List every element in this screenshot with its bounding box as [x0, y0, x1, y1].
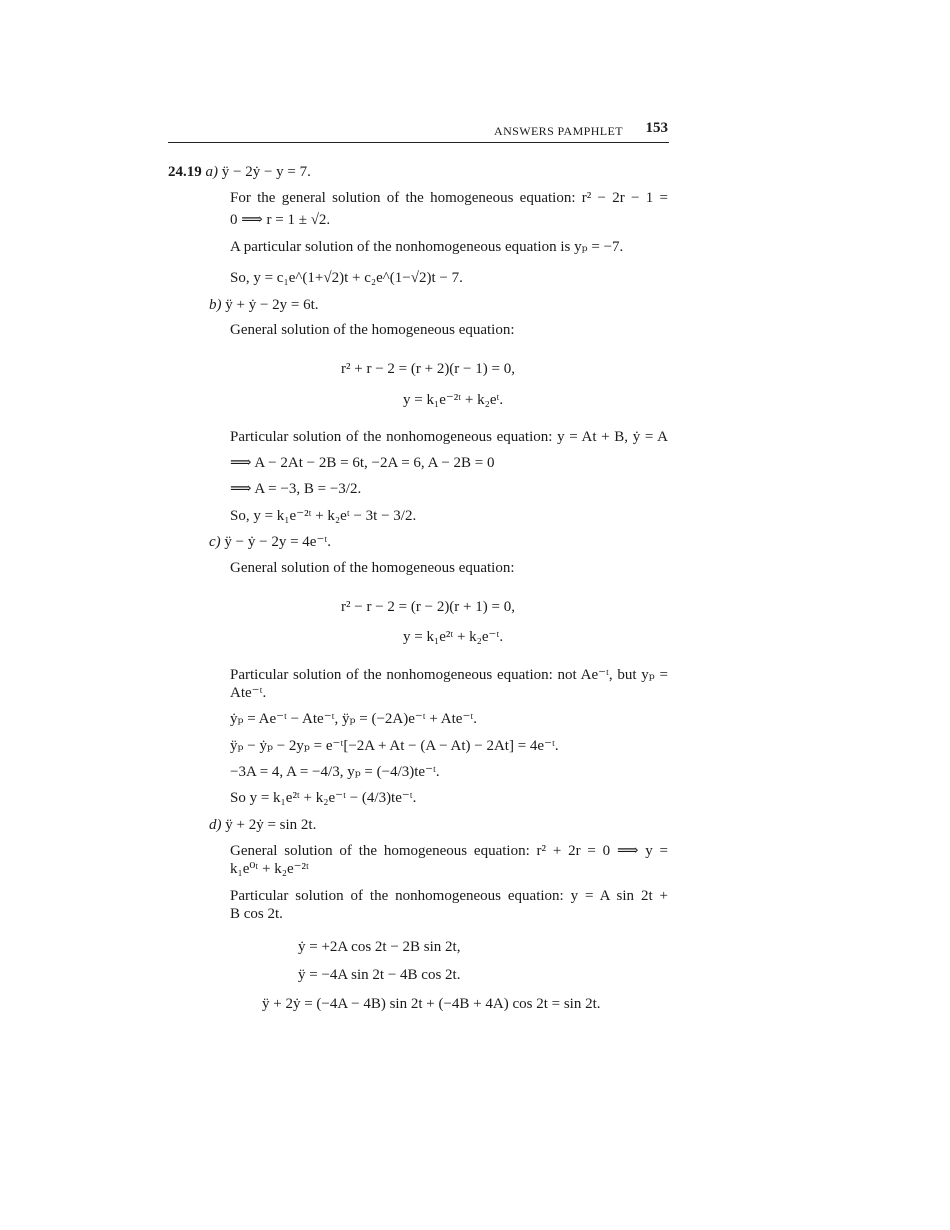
part-a-equation: ÿ − 2ẏ − y = 7. [221, 164, 311, 180]
part-d-particular-line1: Particular solution of the nonhomogeneous equation: y = A sin 2t + [230, 888, 668, 904]
part-b-particular-line1: Particular solution of the nonhomogeneous equation: y = At + B, ẏ = A [230, 429, 668, 445]
running-title: ANSWERS PAMPHLET [494, 124, 623, 138]
part-b-display2: y = k₁e⁻²ᵗ + k₂eᵗ. [403, 392, 504, 408]
part-c-equation: ÿ − ẏ − 2y = 4e⁻ᵗ. [224, 534, 331, 550]
problem-heading [168, 164, 311, 181]
part-b-equation: ÿ + ẏ − 2y = 6t. [225, 297, 319, 313]
part-a-homog-line1: For the general solution of the homogeneous equation: r² − 2r − 1 = [230, 190, 668, 206]
part-b-heading [209, 297, 319, 314]
part-c-display2: y = k₁e²ᵗ + k₂e⁻ᵗ. [403, 629, 504, 645]
part-c-so: So y = k₁e²ᵗ + k₂e⁻ᵗ − (4/3)te⁻ᵗ. [230, 790, 417, 806]
part-d-homog-line1: General solution of the homogeneous equation: r² + 2r = 0 ⟹ y = [230, 843, 668, 859]
part-c-general-heading: General solution of the homogeneous equation: [230, 560, 515, 576]
part-b-general-heading: General solution of the homogeneous equation: [230, 322, 515, 338]
page-number: 153 [645, 120, 668, 136]
part-b-label: b) [209, 297, 222, 313]
part-c-heading [209, 534, 331, 551]
part-d-display1: ẏ = +2A cos 2t − 2B sin 2t, [298, 939, 461, 955]
part-d-equation: ÿ + 2ẏ = sin 2t. [225, 817, 317, 833]
part-d-display2: ÿ = −4A sin 2t − 4B cos 2t. [298, 967, 461, 983]
part-d-particular-line2: B cos 2t. [230, 906, 283, 922]
part-c-deriv-line: ẏₚ = Ae⁻ᵗ − Ate⁻ᵗ, ÿₚ = (−2A)e⁻ᵗ + Ate⁻ᵗ. [230, 711, 478, 727]
part-d-homog-line2: k₁e⁰ᵗ + k₂e⁻²ᵗ [230, 861, 309, 877]
part-c-label: c) [209, 534, 221, 550]
part-b-display1: r² + r − 2 = (r + 2)(r − 1) = 0, [341, 361, 515, 377]
part-d-display3: ÿ + 2ẏ = (−4A − 4B) sin 2t + (−4B + 4A) cos 2t = sin 2t. [262, 996, 601, 1012]
part-c-particular-line2: Ate⁻ᵗ. [230, 685, 267, 701]
part-d-heading [209, 817, 316, 834]
part-b-particular-line2: ⟹ A − 2At − 2B = 6t, −2A = 6, A − 2B = 0 [230, 455, 495, 471]
part-c-coef-line: −3A = 4, A = −4/3, yₚ = (−4/3)te⁻ᵗ. [230, 764, 440, 780]
part-a-label: a) [205, 164, 218, 180]
part-d-label: d) [209, 817, 222, 833]
part-a-so: So, y = c₁e^(1+√2)t + c₂e^(1−√2)t − 7. [230, 270, 463, 286]
part-b-so: So, y = k₁e⁻²ᵗ + k₂eᵗ − 3t − 3/2. [230, 508, 417, 524]
page-header [168, 120, 669, 143]
part-c-particular-line1: Particular solution of the nonhomogeneous equation: not Ae⁻ᵗ, but yₚ = [230, 667, 668, 683]
part-c-display1: r² − r − 2 = (r − 2)(r + 1) = 0, [341, 599, 515, 615]
part-b-particular-line3: ⟹ A = −3, B = −3/2. [230, 481, 362, 497]
part-a-homog-line2: 0 ⟹ r = 1 ± √2. [230, 212, 331, 228]
part-a-particular: A particular solution of the nonhomogeneous equation is yₚ = −7. [230, 239, 624, 255]
problem-number: 24.19 [168, 164, 202, 180]
part-c-subst-line: ÿₚ − ẏₚ − 2yₚ = e⁻ᵗ[−2A + At − (A − At) − 2At] = 4e⁻ᵗ. [230, 738, 559, 754]
